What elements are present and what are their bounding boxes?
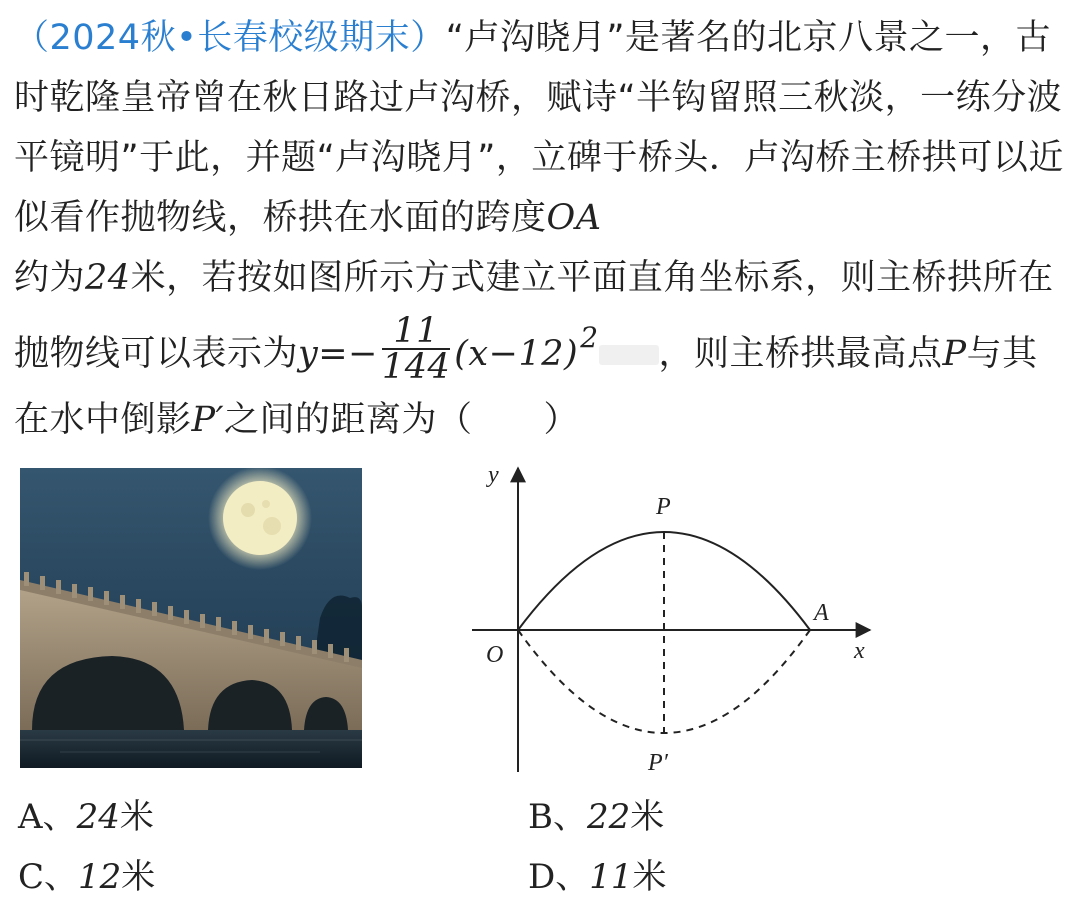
option-a-value: 24 <box>76 797 120 837</box>
fraction <box>381 311 451 387</box>
point-pprime-label: P′ <box>648 750 668 776</box>
equation-rhs: (x−12) <box>454 334 579 374</box>
bridge-moon-illustration <box>20 468 362 768</box>
question-text <box>14 8 1070 450</box>
parabola-diagram <box>462 458 882 788</box>
option-d-value: 11 <box>589 857 633 897</box>
question-part3: 米，若按如图所示方式建立平面直角坐标系，则主桥拱所在抛物线可以表示为 <box>14 258 1054 374</box>
option-c-unit: 米 <box>121 857 156 897</box>
option-c[interactable] <box>18 846 155 908</box>
option-c-value: 12 <box>78 857 122 897</box>
option-a-unit: 米 <box>119 797 154 837</box>
moon <box>223 481 297 555</box>
fraction-numerator: 11 <box>382 314 450 350</box>
option-d-unit: 米 <box>632 857 667 897</box>
equation-exponent: 2 <box>580 321 599 354</box>
option-c-letter: C、 <box>18 857 79 897</box>
span-value: 24 <box>85 258 131 298</box>
equation-lhs: y=− <box>298 334 378 374</box>
option-a-letter: A、 <box>18 797 77 837</box>
var-oa: OA <box>546 198 602 238</box>
origin-label: O <box>486 642 504 668</box>
var-p: P <box>942 334 967 374</box>
option-d-letter: D、 <box>528 857 590 897</box>
var-pprime: P′ <box>191 400 225 440</box>
option-b-value: 22 <box>587 797 631 837</box>
option-b[interactable] <box>528 786 664 848</box>
x-axis-label: x <box>854 638 865 664</box>
y-axis-label: y <box>488 462 499 488</box>
question-part6: 之间的距离为（ ） <box>224 400 580 440</box>
option-a[interactable] <box>18 786 154 848</box>
question-part4: ，则主桥拱最高点 <box>658 334 943 374</box>
question-source: （2024秋•长春校级期末） <box>14 18 446 58</box>
option-b-letter: B、 <box>528 797 587 837</box>
point-a-label: A <box>814 600 829 626</box>
bridge-moon-photo <box>20 468 362 768</box>
question-part1: “卢沟晓月”是著名的北京八景之一，古时乾隆皇帝曾在秋日路过卢沟桥，赋诗“半钩留照三秋淡，一练分波平镜明”于此，并题“卢沟晓月”，立碑于桥头．卢沟桥主桥拱可以近似看作抛物线，桥拱在水面的跨度 <box>14 18 1064 238</box>
question-part2: 约为 <box>14 258 86 298</box>
coordinate-figure <box>462 458 882 788</box>
fraction-denominator: 144 <box>381 347 451 387</box>
question-part5: 与其在水中倒影 <box>14 334 1038 440</box>
option-b-unit: 米 <box>630 797 665 837</box>
smudge-mark <box>599 345 659 365</box>
water <box>20 730 362 768</box>
option-d[interactable] <box>528 846 667 908</box>
point-p-label: P <box>656 494 671 520</box>
